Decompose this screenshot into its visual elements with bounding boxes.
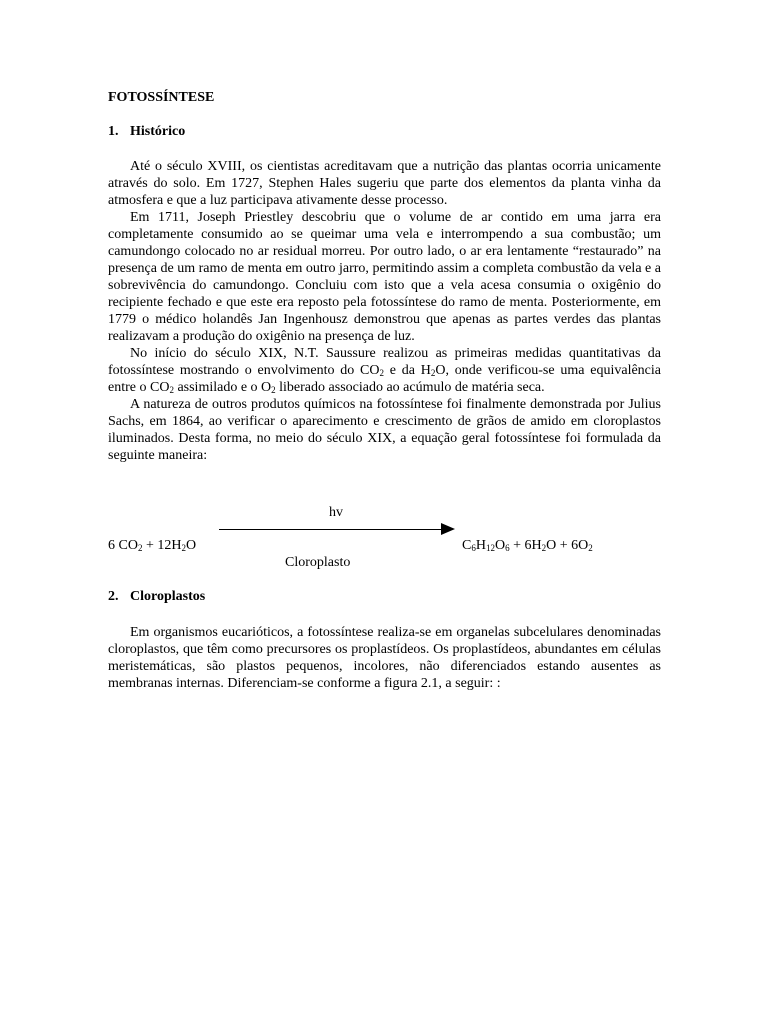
- paragraph-2: Em 1711, Joseph Priestley descobriu que o volume de ar contido em uma jarra era completamente consumido ao se queimar uma vela e interrompendo a sua combustão; um camundongo colocado no ar residual morreu. Por outro lado, o ar era lentamente “restaurado” na presença de um ramo de menta em outro jarro, permitindo assim a completa combustão da vela e a sobrevivência do camundongo. Concluiu com isto que a vela acesa consumia o oxigênio do recipiente fechado e que este era reposto pela fotossíntese do ramo de menta. Posteriormente, em 1779 o médico holandês Jan Ingenhousz demonstrou que apenas as partes verdes das plantas realizavam a produção do oxigênio na presença de luz.: [108, 210, 661, 344]
- section-1-body: [108, 158, 661, 464]
- section-1-heading: [108, 124, 185, 140]
- document-title: FOTOSSÍNTESE: [108, 90, 215, 105]
- equation-catalyst-label: Cloroplasto: [285, 555, 351, 570]
- section-2-number: 2.: [108, 589, 119, 604]
- equation-products: $C_6H_{12}O_6 + 6H_2O + 6O_2$: [462, 538, 593, 553]
- section-2-body: [108, 624, 661, 692]
- paragraph-1: Até o século XVIII, os cientistas acreditavam que a nutrição das plantas ocorria unicamente através do solo. Em 1727, Stephen Hales sugeriu que parte dos elementos da planta vinha da atmosfera e que a luz participava ativamente desse processo.: [108, 159, 661, 208]
- section-1-title: Histórico: [130, 124, 186, 139]
- equation-reactants: 6 $CO_2 + 12H_2O$: [108, 538, 197, 553]
- section-2-heading: [108, 589, 205, 605]
- reaction-arrow-head-icon: [441, 523, 455, 535]
- equation-light-label: hv: [329, 505, 343, 520]
- section-1-number: 1.: [108, 124, 119, 139]
- paragraph-5: Em organismos eucarióticos, a fotossíntese realiza-se em organelas subcelulares denominadas cloroplastos, que têm como precursores os proplastídeos. Os proplastídeos, abundantes em células meristemáticas, são plastos pequenos, incolores, não diferenciados estando ausentes as membranas internas. Diferenciam-se conforme a figura 2.1, a seguir: :: [108, 625, 661, 691]
- paragraph-3: No início do século XIX, N.T. Saussure realizou as primeiras medidas quantitativas da fotossíntese mostrando o envolvimento do $CO_2$ e da $H_2O$, onde verificou-se uma equivalência entre o $CO_2$ assimilado e o $O_2$ liberado associado ao acúmulo de matéria seca.: [108, 346, 661, 395]
- section-2-title: Cloroplastos: [130, 589, 206, 604]
- reaction-arrow: [219, 529, 444, 530]
- paragraph-4: A natureza de outros produtos químicos na fotossíntese foi finalmente demonstrada por Julius Sachs, em 1864, ao verificar o aparecimento e crescimento de grãos de amido em cloroplastos iluminados. Desta forma, no meio do século XIX, a equação geral fotossíntese foi formulada da seguinte maneira:: [108, 397, 661, 463]
